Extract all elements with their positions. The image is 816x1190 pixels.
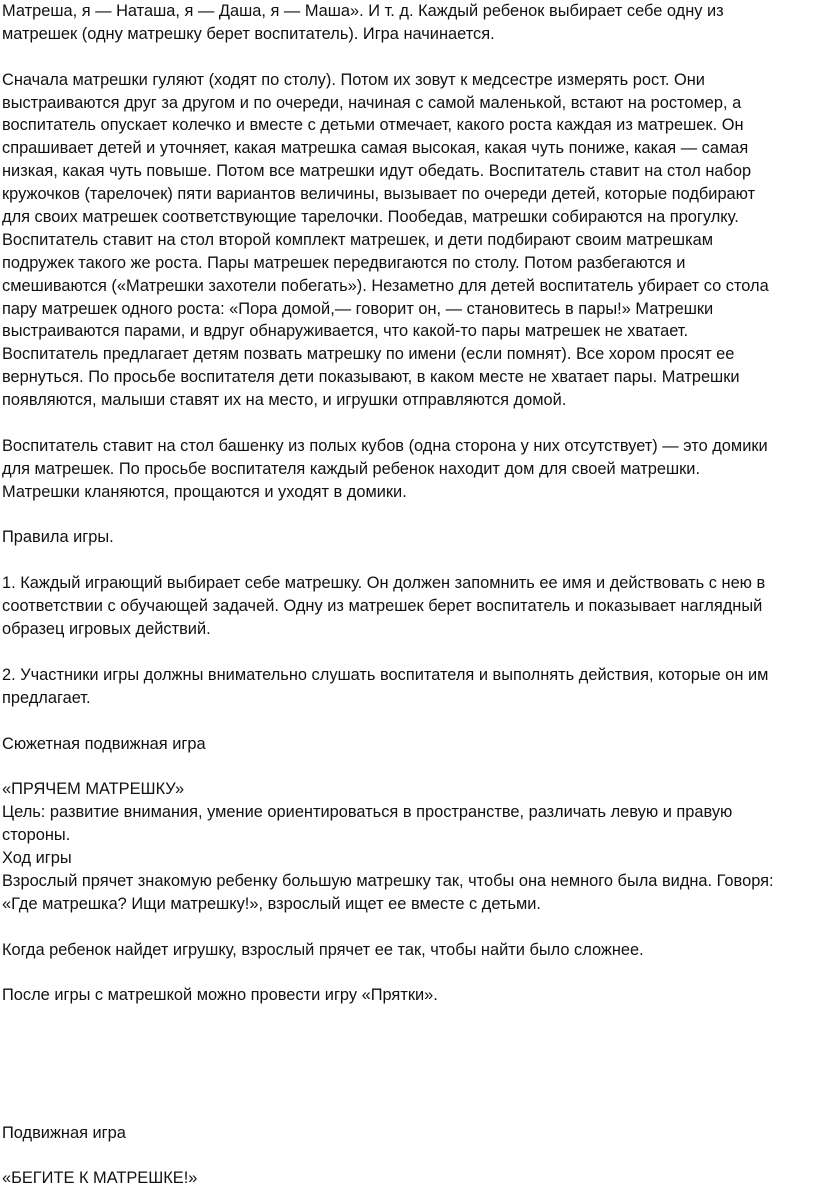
blank-line	[2, 641, 814, 664]
blank-line	[2, 961, 814, 984]
text-line: Взрослый прячет знакомую ребенку большую матрешку так, чтобы она немного была видна. Говоря:	[2, 871, 774, 890]
text-line: После игры с матрешкой можно провести игру «Прятки».	[2, 986, 438, 1005]
blank-line	[2, 412, 814, 435]
text-line: низкая, какая чуть повыше. Потом все матрешки идут обедать. Воспитатель ставит на стол набор	[2, 162, 752, 181]
text-line: выстраиваются парами, и вдруг обнаруживается, что какой-то пары матрешек не хватает.	[2, 322, 689, 341]
text-line: Матрешки кланяются, прощаются и уходят в домики.	[2, 482, 407, 501]
text-line: смешиваются («Матрешки захотели побегать»). Незаметно для детей воспитатель убирает со стола	[2, 276, 769, 295]
text-line: Матреша, я — Наташа, я — Даша, я — Маша». И т. д. Каждый ребенок выбирает себе одну из	[2, 2, 724, 20]
blank-line	[2, 1076, 814, 1099]
text-line: образец игровых действий.	[2, 620, 211, 639]
text-line: «Где матрешка? Ищи матрешку!», взрослый ищет ее вместе с детьми.	[2, 894, 541, 913]
text-line: Правила игры.	[2, 528, 114, 547]
document-page	[2, 0, 814, 1190]
blank-line	[2, 710, 814, 733]
text-line: предлагает.	[2, 688, 91, 707]
text-line: Когда ребенок найдет игрушку, взрослый прячет ее так, чтобы найти было сложнее.	[2, 940, 644, 959]
blank-line	[2, 549, 814, 572]
text-line: пару матрешек одного роста: «Пора домой,— говорит он, — становитесь в пары!» Матрешки	[2, 299, 714, 318]
blank-line	[2, 916, 814, 939]
text-line: «БЕГИТЕ К МАТРЕШКЕ!»	[2, 1169, 198, 1188]
text-line: Воспитатель предлагает детям позвать матрешку по имени (если помнят). Все хором просят ее	[2, 345, 735, 364]
text-line: Подвижная игра	[2, 1123, 126, 1142]
text-line: кружочков (тарелочек) пяти вариантов величины, вызывает по очереди детей, которые подбирают	[2, 185, 756, 204]
text-line: воспитатель опускает колечко и вместе с детьми отмечает, какого роста каждая из матрешек. Он	[2, 116, 744, 135]
text-line: Ход игры	[2, 848, 72, 867]
text-line: 2. Участники игры должны внимательно слушать воспитателя и выполнять действия, которые он им	[2, 665, 769, 684]
text-line: Воспитатель ставит на стол второй комплект матрешек, и дети подбирают своим матрешкам	[2, 230, 713, 249]
blank-line	[2, 1099, 814, 1122]
blank-line	[2, 1030, 814, 1053]
text-line: матрешек (одну матрешку берет воспитатель). Игра начинается.	[2, 24, 495, 43]
blank-line	[2, 755, 814, 778]
text-line: Сюжетная подвижная игра	[2, 734, 206, 753]
text-line: 1. Каждый играющий выбирает себе матрешку. Он должен запомнить ее имя и действовать с нею в	[2, 574, 766, 593]
text-line: для матрешек. По просьбе воспитателя каждый ребенок находит дом для своей матрешки.	[2, 459, 701, 478]
text-line: спрашивает детей и уточняет, какая матрешка самая высокая, какая чуть пониже, какая — самая	[2, 139, 749, 158]
blank-line	[2, 1053, 814, 1076]
text-line: Воспитатель ставит на стол башенку из полых кубов (одна сторона у них отсутствует) — это домики	[2, 436, 768, 455]
text-line: соответствии с обучающей задачей. Одну из матрешек берет воспитатель и показывает наглядный	[2, 597, 763, 616]
text-line: стороны.	[2, 826, 71, 845]
text-line: «ПРЯЧЕМ МАТРЕШКУ»	[2, 780, 185, 799]
text-line: появляются, малыши ставят их на место, и игрушки отправляются домой.	[2, 391, 567, 410]
blank-line	[2, 504, 814, 527]
text-line: Цель: развитие внимания, умение ориентироваться в пространстве, различать левую и правую	[2, 803, 733, 822]
blank-line	[2, 1007, 814, 1030]
blank-line	[2, 1145, 814, 1168]
text-line: для своих матрешек соответствующие тарелочки. Пообедав, матрешки собираются на прогулку.	[2, 208, 739, 227]
blank-line	[2, 46, 814, 69]
text-line: Сначала матрешки гуляют (ходят по столу). Потом их зовут к медсестре измерять рост. Они	[2, 70, 705, 89]
text-line: вернуться. По просьбе воспитателя дети показывают, в каком месте не хватает пары. Матрешки	[2, 368, 740, 387]
text-line: подружек такого же роста. Пары матрешек передвигаются по столу. Потом разбегаются и	[2, 253, 686, 272]
text-line: выстраиваются друг за другом и по очереди, начиная с самой маленькой, встают на ростомер, а	[2, 93, 742, 112]
